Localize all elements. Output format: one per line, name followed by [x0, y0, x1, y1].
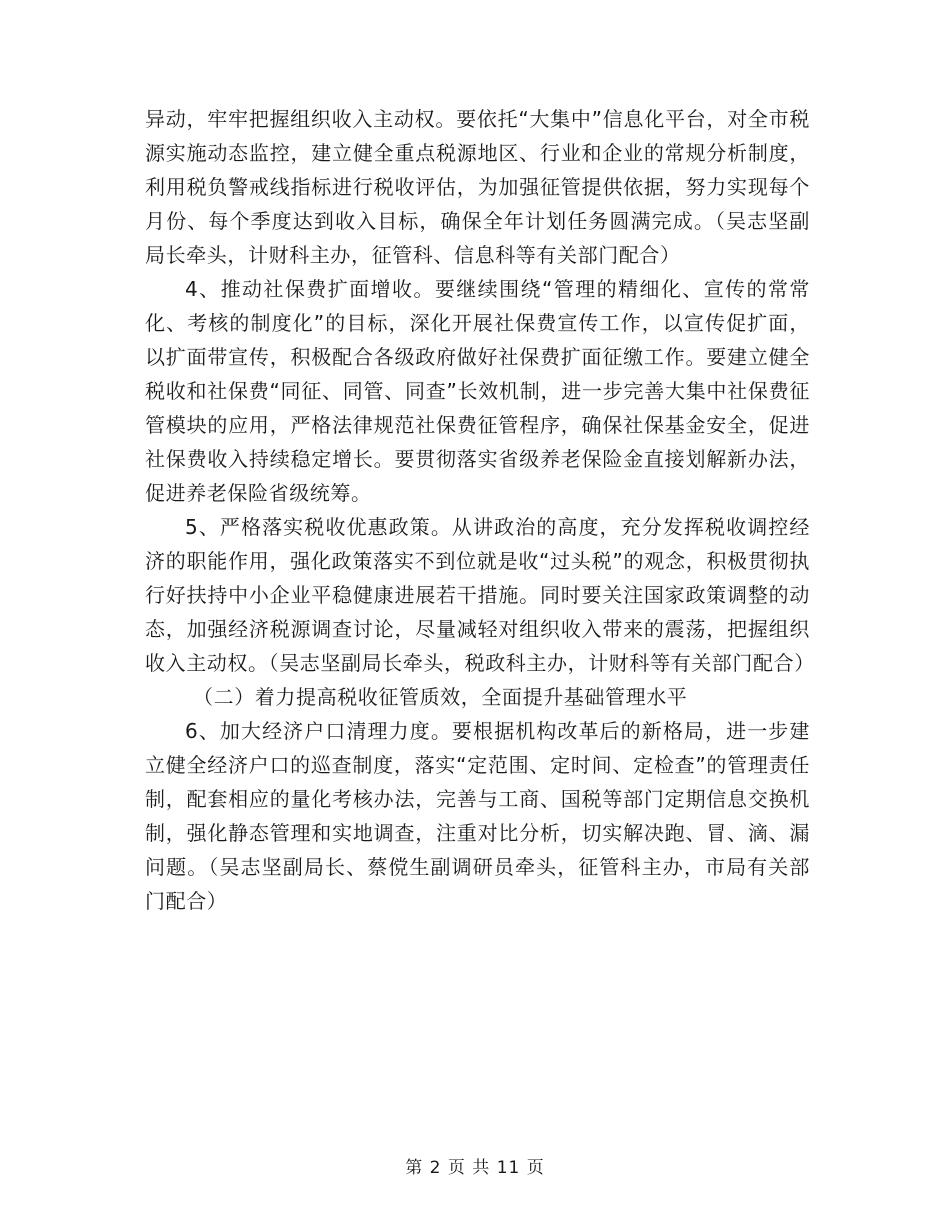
page-number-footer: 第 2 页 共 11 页: [405, 1158, 545, 1178]
paragraph-continuation: 异动，牢牢把握组织收入主动权。要依托“大集中”信息化平台，对全市税源实施动态监控，建立健全重点税源地区、行业和企业的常规分析制度，利用税负警戒线指标进行税收评估，为加强征管提供依据，努力实现每个月份、每个季度达到收入目标，确保全年计划任务圆满完成。（吴志坚副局长牵头，计财科主办，征管科、信息科等有关部门配合）: [145, 107, 810, 267]
document-body: [145, 102, 815, 918]
paragraph-item-5: 5、严格落实税收优惠政策。从讲政治的高度，充分发挥税收调控经济的职能作用，强化政策落实不到位就是收“过头税”的观念，积极贯彻执行好扶持中小企业平稳健康进展若干措施。同时要关注国家政策调整的动态，加强经济税源调查讨论，尽量减轻对组织收入带来的震荡，把握组织收入主动权。（吴志坚副局长牵头，税政科主办，计财科等有关部门配合）: [145, 515, 815, 675]
section-heading: （二）着力提高税收征管质效，全面提升基础管理水平: [193, 685, 688, 709]
paragraph-item-6: 6、加大经济户口清理力度。要根据机构改革后的新格局，进一步建立健全经济户口的巡查制度，落实“定范围、定时间、定检查”的管理责任制，配套相应的量化考核办法，完善与工商、国税等部门定期信息交换机制，强化静态管理和实地调查，注重对比分析，切实解决跑、冒、滴、漏问题。（吴志坚副局长、蔡傥生副调研员牵头，征管科主办，市局有关部门配合）: [145, 719, 810, 913]
paragraph-item-4: 4、推动社保费扩面增收。要继续围绕“管理的精细化、宣传的常常化、考核的制度化”的目标，深化开展社保费宣传工作，以宣传促扩面，以扩面带宣传，积极配合各级政府做好社保费扩面征缴工作。要建立健全税收和社保费“同征、同管、同查”长效机制，进一步完善大集中社保费征管模块的应用，严格法律规范社保费征管程序，确保社保基金安全，促进社保费收入持续稳定增长。要贯彻落实省级养老保险金直接划解新办法，促进养老保险省级统筹。: [145, 277, 810, 505]
